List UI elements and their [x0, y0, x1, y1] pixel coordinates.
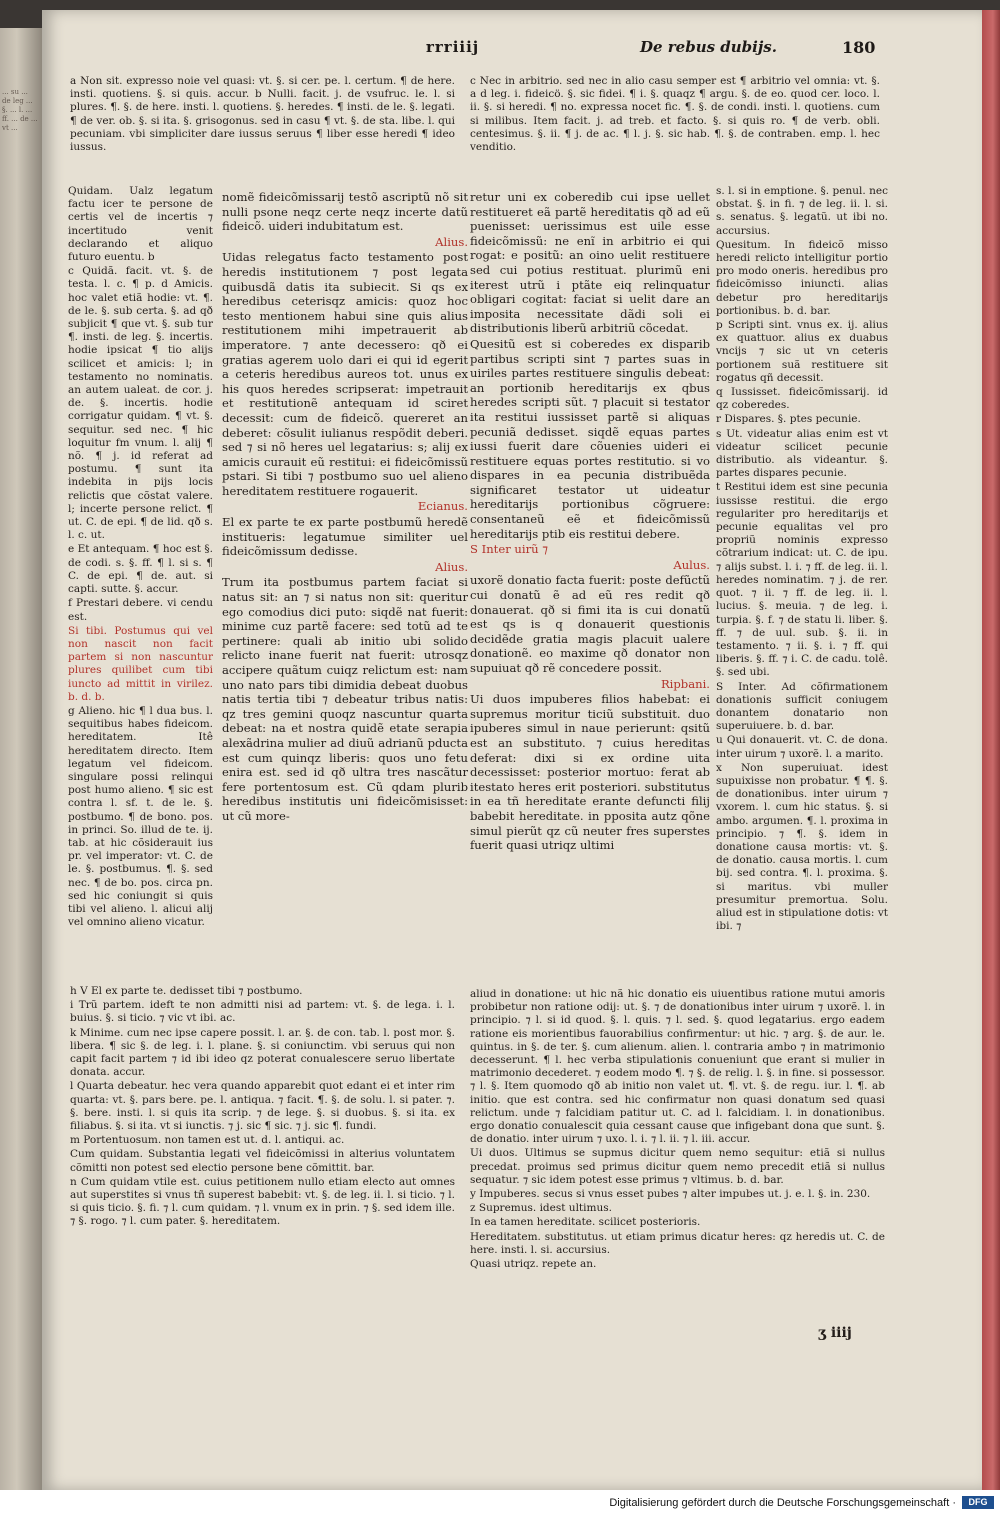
gloss-paragraph: c Quidã. facit. vt. §. de testa. l. c. ¶ p. d Amicis. hoc valet etiã hodie: vt. ¶. de le. §. sub certa. §. ad qð subjicit ¶ que vt. §. sub tur ¶. insti. de leg. §. incertis. hodie ipsicat ¶ tio alijs scilicet et amicis: l; in testamento no nominatis. an autem ualeat. de cor. j. de. §. incertis. hodie corrigatur quidam. ¶ vt. §. sequitur. sed nec. ¶ hic loquitur fm vnum. l. alij ¶ nõ. ¶ j. id referat ad postumu. ¶ sunt ita indebita in pijs locis relictis que cõstat valere. l; incerte persone relict. ¶ ut. C. de epi. ¶ de lid. qð s. l. c. ut.	[68, 265, 213, 542]
running-title: De rebus dubijs.	[640, 38, 777, 56]
gloss-paragraph: S Inter. Ad cõfirmationem donationis sufficit coniugem donantem donatario non superuiuere. b. d. bar.	[716, 680, 888, 733]
gloss-paragraph: k Minime. cum nec ipse capere possit. l. ar. §. de con. tab. l. post mor. §. libera. ¶ sic §. de leg. i. l. plane. §. si coniunctim. vbi seruus qui non capit facit partem ⁊ id ibi ideo qz poterat conualescere seruo libertate donata. accur.	[70, 1026, 455, 1079]
red-page-edges	[982, 10, 1000, 1490]
gloss-paragraph: n Cum quidam vtile est. cuius petitionem nullo etiam electo aut omnes aut superstites si vnus tñ superest babebit: vt. §. de leg. ii. l. si ticio. ⁊ l. si quis ticio. §. fi. ⁊ l. cum quidam. ⁊ l. vnum ex in prin. ⁊ §. sed idem ille. ⁊ §. rogo. ⁊ l. cum pater. §. hereditatem.	[70, 1175, 455, 1228]
funding-note: Digitalisierung gefördert durch die Deutsche Forschungsgemeinschaft ·	[609, 1497, 956, 1509]
gloss-paragraph: t Restitui idem est sine pecunia iussisse restitui. die ergo regulariter pro hereditarijs et pecunie equalitas vel pro propriũ nominis expresso cõtrarium indicat: ut. C. de ipu. ⁊ alijs subst. l. i. ⁊ ff. de leg. ii. l. heredes nominatim. ⁊ j. de rer. quot. ⁊ ii. ⁊ ff. de leg. ii. l. lucius. §. meuia. ⁊ de leg. i. turpia. §. f. ⁊ de statu li. liber. §. ff. ⁊ de uul. sub. §. ii. in testamento. ⁊ ii. §. i. ⁊ ff. qui liberis. §. ff. ⁊ i. C. de cadu. tolê. §. sed ubi.	[716, 481, 888, 679]
gloss-paragraph: c Nec in arbitrio. sed nec in alio casu semper est ¶ arbitrio vel omnia: vt. §. a d leg. i. fideicö. §. sic fidei. ¶ i. §. quaqz ¶ argu. §. de eo. quod cer. loco. l. ii. §. si heredi. ¶ no. expressa nocet fic. ¶. §. de condi. insti. l. quotiens. cum si milibus. Item facit. j. ad treb. et facto. §. si quis ro. ¶ de verb. obli. centesimus. §. ii. ¶ j. de ac. ¶ l. j. §. sic hab. ¶. §. de contraben. emp. l. hec venditio.	[470, 75, 880, 154]
gloss-paragraph: x Non superuiuat. idest supuixisse non probatur. ¶ ¶. §. de donationibus. inter uirum ⁊ vxorem. l. cum hic status. §. si ambo. argumen. ¶. l. proxima in principio. ⁊ ¶. §. idem in donatione causa mortis: vt. §. de donatio. causa mortis. l. cum bij. sed contra. ¶. l. proxima. §. si maritus. vbi muller presumitur premortua. Solu. aliud est in stipulatione dotis: vt ibi. ⁊	[716, 761, 888, 933]
section-incipit: S Inter uirũ ⁊	[470, 542, 549, 557]
text-paragraph: retur uni ex coberedib cui ipse uellet restitueret eã partẽ hereditatis qð ad eũ puenisset: uerissimus est uile esse fideicõmissũ: ne enĩ in arbitrio ei qui rogat: e positũ: an oino uelit restituere sed cui potius restituat. plurimũ eni iterest utrũ i ptãte eiq relinquatur obligari cogitat: faciat si uelit dare an imposita necessitate dãdi soli ei distributionis liberũ arbitriũ cõcedat.	[470, 190, 710, 336]
gloss-paragraph: s. l. si in emptione. §. penul. nec obstat. §. in fi. ⁊ de leg. ii. l. si. s. senatus. §. legatũ. ut ibi no. accursius.	[716, 185, 888, 237]
page-number: 180	[842, 38, 876, 57]
far-right-gloss-column	[716, 185, 888, 985]
gloss-paragraph: r Dispares. §. ptes pecunie.	[716, 413, 861, 426]
gloss-paragraph: In ea tamen hereditate. scilicet posterioris.	[470, 1216, 701, 1229]
left-page-fragment: ... su ... de leg ... §. ... l. ... ff. ... de ... vt ...	[2, 88, 38, 132]
main-text-column-b	[470, 190, 710, 980]
gloss-paragraph: l Quarta debeatur. hec vera quando apparebit quot edant ei et inter rim quarta: vt. §. pars bere. pe. l. antiqua. ⁊ facit. ¶. §. de solu. l. si pater. ⁊. §. bere. insti. l. si quis ita scrip. ⁊ de lege. §. si duobus. §. si ita. ex filiabus. §. si ita. vt si iunctis. ⁊ j. sic ¶ sic. ⁊ j. sic ¶. fundi.	[70, 1080, 455, 1133]
folio-number: rrriiij	[426, 38, 480, 56]
dfg-logo: DFG	[962, 1496, 994, 1509]
text-paragraph: nomẽ fideicõmissarij testõ ascriptũ nõ sit nulli psone neqz certe neqz incerte datũ fideicõ. uideri indubitatum est.	[222, 190, 468, 234]
gloss-paragraph: Quasi utriqz. repete an.	[470, 1258, 597, 1271]
gloss-paragraph: z Supremus. idest ultimus.	[470, 1202, 612, 1215]
gloss-paragraph: h V El ex parte te. dedisset tibi ⁊ postbumo.	[70, 985, 303, 997]
gloss-paragraph: g Alieno. hic ¶ l dua bus. l. sequitibus habes fideicom. hereditatem. Itê hereditatem directo. Item legatum vel fideicom. singulare possi relinqui post humo alieno. ¶ sic est contra l. sf. t. de le. §. postbumo. ¶ de bono. pos. in princi. So. illud de te. ij. tab. at hic cõsiderauit ius pr. vel imperator: vt. C. de le. §. postbumus. ¶. §. sed nec. ¶ de bo. pos. circa pn. sed hic coniungit si quis tibi vel alieno. l. alicui alij vel omnino alieno vicatur.	[68, 704, 213, 929]
gloss-paragraph: Hereditatem. substitutus. ut etiam primus dicatur heres: qz heredis ut. C. de here. insti. l. si. accursius.	[470, 1230, 885, 1256]
gloss-paragraph: a Non sit. expresso noie vel quasi: vt. §. si cer. pe. l. certum. ¶ de here. insti. quotiens. §. si quis. accur. b Nulli. facit. j. de vsufruc. le. l. si plures. ¶. §. de here. insti. l. quotiens. §. heredes. ¶ insti. de le. §. legati. ¶ de ver. ob. §. si ita. §. grisogonus. sed in casu ¶ vt. §. de sta. libe. l. qui pecuniam. vbi simpliciter dare iussus seruus ¶ liber esse heredi ¶ ideo iussus.	[70, 75, 455, 154]
jurist-name: Ecianus.	[417, 499, 468, 514]
gloss-paragraph: Quidam. Ualz legatum factu icer te persone de certis vel de incertis ⁊ incertitudo venit declarando et aliquo futuro euentu. b	[68, 185, 213, 264]
gloss-paragraph: s Ut. videatur alias enim est vt videatur scilicet pecunie distributio. als videantur. §. partes dispares pecunie.	[716, 427, 888, 480]
jurist-name: Ripbani.	[660, 676, 710, 691]
gloss-paragraph: Ui duos. Ultimus se supmus dicitur quem nemo sequitur: etiã si nullus precedat. proimus sed primus dicitur quem nemo precedit etiã si nullus sequatur. ⁊ sic idem potest esse primus ⁊ vltimus. b. d. bar.	[470, 1147, 885, 1186]
gloss-paragraph: Cum quidam. Substantia legati vel fideicõmissi in alterius voluntatem cõmitti non potest sed electio persone bene cõmittit. bar.	[70, 1148, 455, 1174]
bottom-gloss-left	[70, 985, 455, 1325]
text-paragraph: uxorẽ donatio facta fuerit: poste defũctũ cui donatũ ẽ ad eũ res redit qð donauerat. qð si fimi ita is cui donatũ est qs is q donauerit questionis decidẽde gratia magis placuit ualere donationẽ. eo maxime qð donator non supuiuat qð rẽ concedere possit.	[470, 573, 710, 675]
far-left-gloss-column	[68, 185, 213, 985]
signature-mark: ʒ iiij	[818, 1325, 852, 1341]
gloss-paragraph: u Qui donauerit. vt. C. de dona. inter uirum ⁊ uxorẽ. l. a marito.	[716, 734, 888, 760]
text-paragraph: El ex parte te ex parte postbumũ heredẽ institueris: legatumue similiter uel fideicõmissum dedisse.	[222, 515, 468, 559]
left-page-edge	[0, 28, 42, 1490]
gloss-paragraph: q Iussisset. fideicõmissarij. id qz coberedes.	[716, 386, 888, 412]
jurist-name: Alius.	[435, 559, 468, 574]
gloss-paragraph: i Trũ partem. ideft te non admitti nisi ad partem: vt. §. de lega. i. l. buius. §. si ticio. ⁊ vic vt ibi. ac.	[70, 999, 455, 1025]
gloss-paragraph: m Portentuosum. non tamen est ut. d. l. antiqui. ac.	[70, 1134, 345, 1147]
gloss-lemma: Si tibi. Postumus qui vel non nascit non facit partem si non nascuntur plures quilibet cum tibi iuncto ad mittit in virilez. b. d. b.	[68, 624, 213, 703]
text-paragraph: Ui duos impuberes filios habebat: ei supremus moritur ticiũ substituit. duo ipuberes simul in naue perierunt: qsitũ est an substituto. ⁊ cuius hereditas deferat: dixi si ex ordine uita decessisset: posterior mortuo: ferat ab itestato heres erit posteriori. substitutus in ea tñ hereditate erante defuncti filij babebit hereditate. in pposita autz qõne simul pierũt qz cũ neuter fres superstes fuerit quasi utriqz ultimi	[470, 692, 710, 853]
text-paragraph: Uidas relegatus facto testamento post heredis institutionem ⁊ post legata quibusdã datis ita subiecit. Si qs ex heredibus ceterisqz amicis: quoz hoc testo mentionem habui sine quis alius restitutionem mihi impetrauerit ab imperatore. ⁊ ante decessero: qð ei gratias agerem uolo dari ei qui id egerit a ceteris heredibus aureos tot. unus ex his quos heredes scripserat: impetrauit et restitutionẽ antequam id sciret decessit: cum de fideicõ. quereret an deberet: cõsulit iulianus respõdit deberi. sed ⁊ si nõ heres uel legatarius: s; alij ex amicis curauit eũ restitui: ei fideicõmissũ pstari. Si tibi ⁊ postbumo suo uel alieno hereditatem restituere rogauerit.	[222, 250, 468, 498]
bottom-gloss-right	[470, 988, 885, 1333]
gloss-paragraph: aliud in donatione: ut hic nã hic donatio eis uiuentibus ratione mutui amoris probibetur non ratione odij: ut. §. ⁊ de donationibus inter uirum ⁊ uxorẽ. l. in principio. ⁊ l. si id quod. §. l. quis. ⁊ l. sed. §. quod legatarius. ergo eadem ratione eis morientibus fauorabilius confirmentur: ut hic. ⁊ arg. §. de aur. le. quintus. in §. de ter. §. cum alienum. alien. l. contraria ambo ⁊ in matrimonio decesserunt. ¶ l. hec verba stipulationis conueniunt que erant si mulier in matrimonio decederet. ⁊ eodem modo ¶. ⁊ §. de relig. l. §. in fine. si possessor. ⁊ l. §. Item quomodo qð ab initio non valet ut. ¶. vt. §. de regu. iur. l. ¶. ab initio. que est contra. sed hic confirmatur non quasi donatum sed quasi relictum. unde ⁊ falcidiam patitur ut. C. ad l. falcidiam. l. in donationibus. ergo donatio conualescit quia cessant cause que infigebant dona que sunt. §. de donatio. inter uirum ⁊ uxo. l. i. ⁊ l. ii. ⁊ l. iii. accur.	[470, 988, 885, 1146]
gloss-paragraph: Quesitum. In fideicõ misso heredi relicto intelligitur portio pro modo oneris. heredibus pro fideicõmisso iniuncti. alias debetur pro hereditarijs portionibus. b. d. bar.	[716, 238, 888, 317]
gloss-paragraph: f Prestari debere. vi cendu est.	[68, 597, 213, 623]
main-text-column-a	[222, 190, 468, 980]
text-paragraph: Quesitũ est si coberedes ex disparib partibus scripti sint ⁊ partes suas in uiriles partes restituere singulis debeat: an portionib hereditarijs ex qbus heredes scripti sũt. ⁊ placuit si testator ita restitui iussisset partẽ si aliquas pecuniã dedisset. siqdẽ equas partes iussi fuerit dare cõuenies uideri ei restituere equas portes restitutio. si vo dispares in ea pecunia distribuẽda significaret testator ut uideatur hereditarijs portionibus cõgruere: consentaneũ eẽ et fideicõmissũ hereditarijs ptib eis restitui debere.	[470, 336, 710, 541]
jurist-name: Aulus.	[673, 557, 710, 572]
text-paragraph: Trum ita postbumus partem faciat si natus sit: an ⁊ si natus non sit: queritur ego comodius dici puto: siqdẽ nat fuerit: minime cuz partẽ facere: sed totũ ad te pertinere: quali ab initio ubi solido relicto inane fuerit nat fuerit: utrosqz accipere quãtum cuiqz relictum est: nam uno nato pars tibi dimidia debeat duobus natis tertia tibi ⁊ debeatur tribus natis: qz tres gemini quoqz nascuntur quarta debeat: na et nostra quidẽ etate serapia alexãdrina mulier ad diuũ adrianũ pducta est cum quinqz liberis: quos uno fetu enira est. sed id qð ultra tres nascãtur fere portentosum est. Cũ qdam plurib heredibus institutis uni fideicõmisisset: ut cũ more-	[222, 575, 468, 823]
gloss-paragraph: e Et antequam. ¶ hoc est §. de codi. s. §. ff. ¶ l. si s. ¶ C. de epi. ¶ de. aut. si capti. sutte. §. accur.	[68, 543, 213, 596]
jurist-name: Alius.	[435, 234, 468, 249]
gloss-paragraph: y Impuberes. secus si vnus esset pubes ⁊ alter impubes ut. j. e. l. §. in. 230.	[470, 1188, 871, 1201]
top-gloss-left	[70, 75, 455, 183]
digitization-footer	[0, 1490, 1000, 1516]
top-gloss-right	[470, 75, 880, 183]
gloss-paragraph: p Scripti sint. vnus ex. ij. alius ex quattuor. alius ex duabus vncijs ⁊ sic ut vn ceteris portionem suã restituere sit rogatus qñ decessit.	[716, 319, 888, 384]
